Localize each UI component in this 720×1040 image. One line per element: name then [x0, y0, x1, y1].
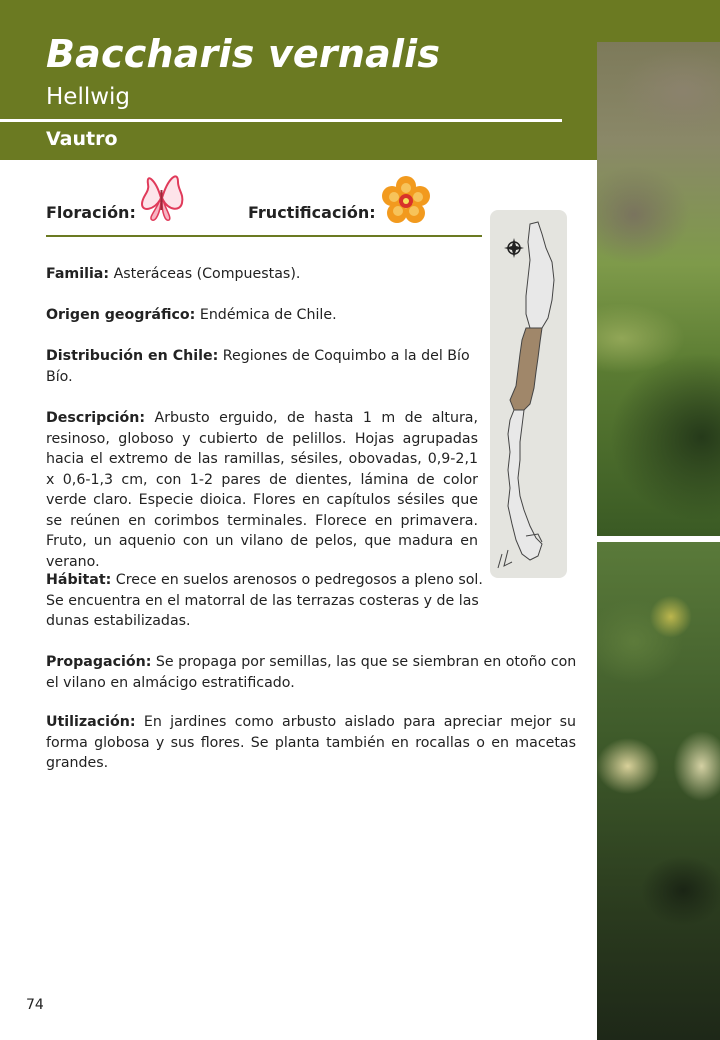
section-utilizacion-text: En jardines como arbusto aislado para apreciar mejor su forma globosa y sus flores. Se planta también en rocallas o en macetas grandes.	[46, 714, 576, 771]
section-utilizacion-label: Utilización:	[46, 714, 136, 730]
section-propagacion	[46, 652, 578, 693]
section-propagacion-text: Se propaga por semillas, las que se siembran en otoño con el vilano en almácigo estratificado.	[46, 654, 577, 691]
map-region-south	[508, 410, 542, 560]
section-familia-label: Familia:	[46, 266, 110, 282]
section-descripcion-label: Descripción:	[46, 410, 146, 426]
butterfly-icon	[138, 170, 184, 224]
section-descripcion-text: Arbusto erguido, de hasta 1 m de altura, resinoso, globoso y cubierto de pelillos. Hojas agrupadas hacia el extremo de las ramillas, sésiles, obovadas, 0,9-2,1 x 0,6-1,3 cm, con 1-2 pares de dientes, lámina de color verde claro. Especie dioica. Flores en capítulos sésiles que se reúnen en corimbos terminales. Florece en primavera. Fruto, un aquenio con un vilano de pelos, que madura en verano.	[46, 410, 478, 570]
species-common-name: Vautro	[46, 128, 118, 150]
section-habitat	[46, 570, 492, 632]
map-region-highlighted	[510, 328, 542, 410]
section-origen-label: Origen geográfico:	[46, 307, 196, 323]
page-number: 74	[26, 997, 44, 1013]
flower-closeup-photo	[597, 542, 720, 1040]
section-familia-text: Asteráceas (Compuestas).	[109, 266, 301, 282]
flower-icon	[380, 175, 432, 227]
section-distribucion-text: Regiones de Coquimbo a la del Bío Bío.	[46, 348, 470, 385]
header-divider	[0, 119, 562, 122]
fruiting-label: Fructificación:	[248, 203, 376, 222]
species-scientific-name: Baccharis vernalis	[46, 32, 441, 76]
section-distribucion-label: Distribución en Chile:	[46, 348, 219, 364]
section-distribucion	[46, 346, 482, 387]
distribution-map	[490, 210, 567, 578]
section-habitat-text: Crece en suelos arenosos o pedregosos a pleno sol. Se encuentra en el matorral de las terrazas costeras y de las dunas estabilizadas.	[46, 572, 483, 629]
species-author: Hellwig	[46, 84, 131, 110]
section-utilizacion	[46, 712, 576, 774]
section-descripcion	[46, 408, 478, 572]
shrub-habitat-photo	[597, 42, 720, 536]
flowering-label: Floración:	[46, 203, 136, 222]
section-origen-text: Endémica de Chile.	[195, 307, 337, 323]
phenology-divider	[46, 235, 482, 237]
compass-rose-icon	[504, 238, 524, 258]
section-habitat-label: Hábitat:	[46, 572, 112, 588]
section-origen	[46, 305, 478, 326]
section-propagacion-label: Propagación:	[46, 654, 152, 670]
map-region-north	[526, 222, 554, 328]
section-familia	[46, 264, 478, 285]
